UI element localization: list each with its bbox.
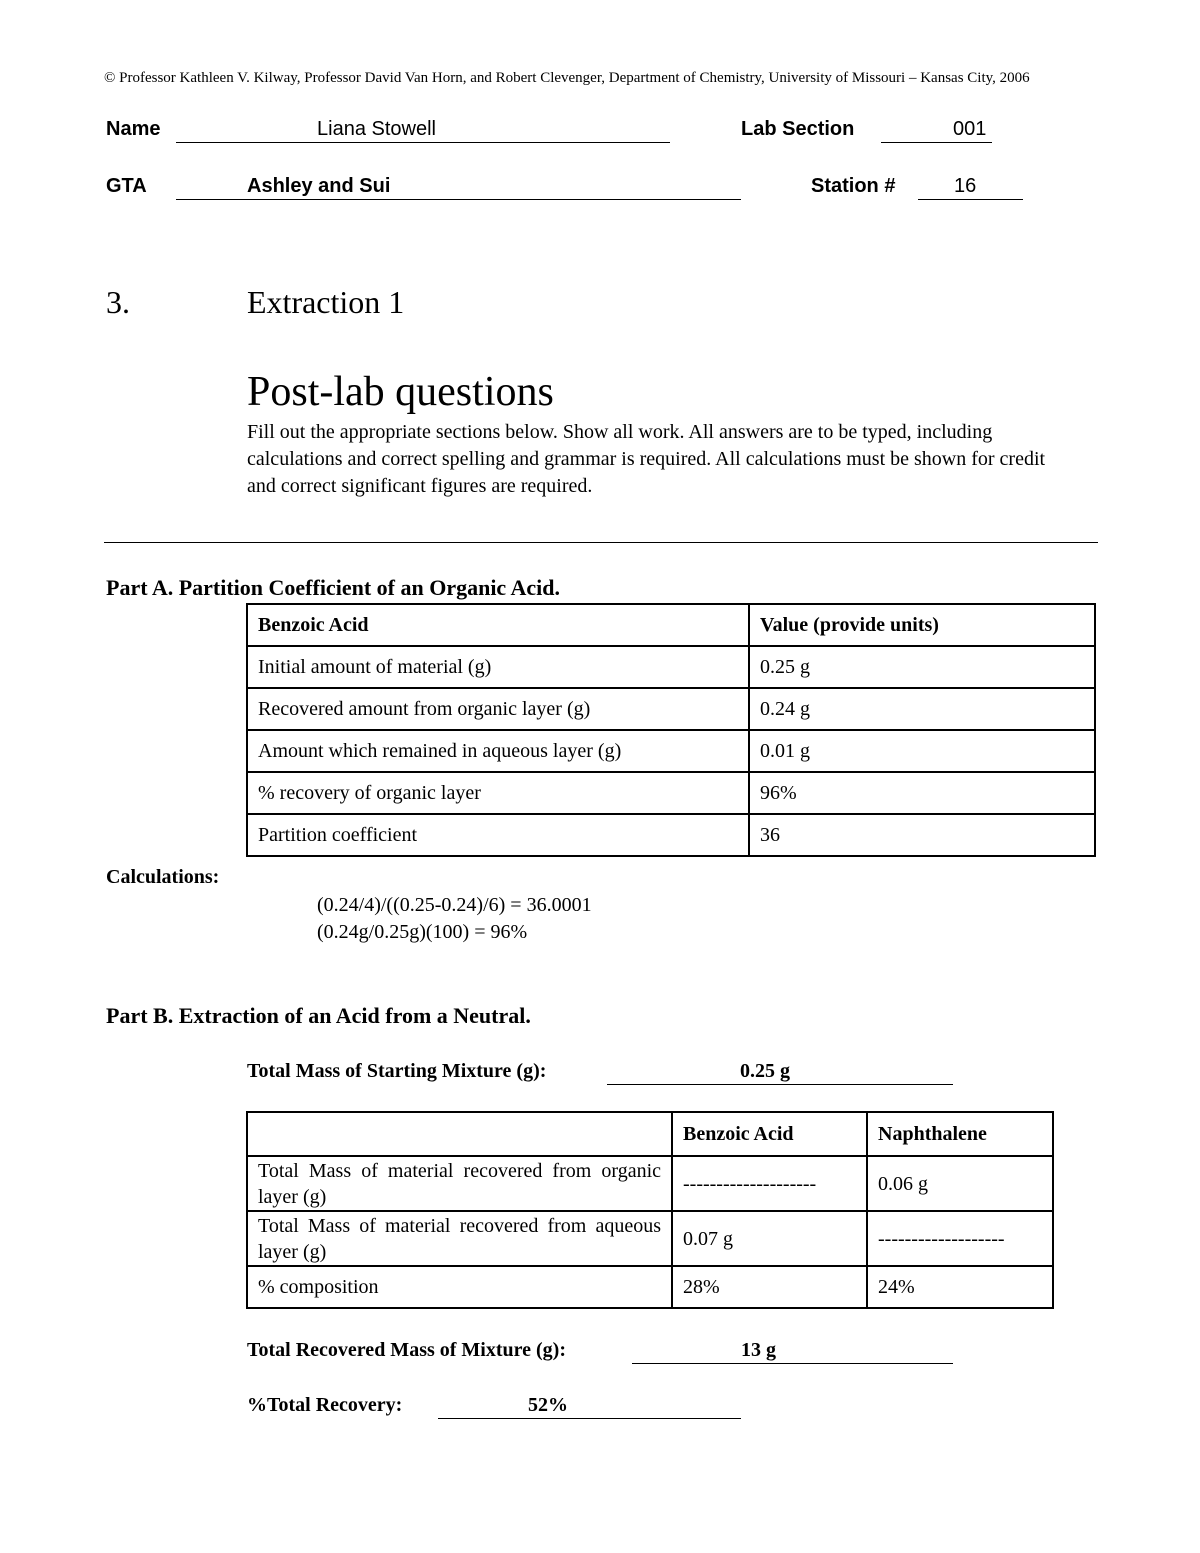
table-row <box>247 1266 1053 1308</box>
row-label: Amount which remained in aqueous layer (g) <box>247 730 749 772</box>
name-field[interactable] <box>176 118 670 143</box>
row-value[interactable]: -------------------- <box>672 1156 867 1211</box>
table-row <box>247 772 1095 814</box>
row-value[interactable]: ------------------- <box>867 1211 1053 1266</box>
total-recovery-label: %Total Recovery: <box>247 1394 403 1416</box>
row-value[interactable]: 28% <box>672 1266 867 1308</box>
row-value[interactable]: 36 <box>749 814 1095 856</box>
recovered-mass-label: Total Recovered Mass of Mixture (g): <box>247 1339 567 1361</box>
recovered-mass-value: 13 g <box>741 1339 776 1361</box>
total-recovery-value: 52% <box>528 1394 568 1416</box>
total-mass-label: Total Mass of Starting Mixture (g): <box>247 1060 547 1082</box>
row-value[interactable]: 0.07 g <box>672 1211 867 1266</box>
header-cell: Benzoic Acid <box>672 1112 867 1156</box>
row-label: Partition coefficient <box>247 814 749 856</box>
extraction-table <box>246 1111 1054 1309</box>
table-header-row <box>247 1112 1053 1156</box>
station-value: 16 <box>954 175 977 197</box>
section-title: Extraction 1 <box>247 284 405 320</box>
total-mass-field[interactable] <box>607 1060 953 1085</box>
part-b-title: Part B. Extraction of an Acid from a Neutral. <box>106 1003 531 1028</box>
row-value[interactable]: 0.24 g <box>749 688 1095 730</box>
gta-value: Ashley and Sui <box>247 175 391 197</box>
row-label: Total Mass of material recovered from organic layer (g) <box>247 1156 672 1211</box>
row-label: Initial amount of material (g) <box>247 646 749 688</box>
row-label: Recovered amount from organic layer (g) <box>247 688 749 730</box>
row-label: % composition <box>247 1266 672 1308</box>
row-label: % recovery of organic layer <box>247 772 749 814</box>
table-row <box>247 1211 1053 1266</box>
total-recovery-field[interactable] <box>438 1394 741 1419</box>
row-value[interactable]: 0.25 g <box>749 646 1095 688</box>
header-cell: Value (provide units) <box>749 604 1095 646</box>
partition-table <box>246 603 1096 857</box>
gta-field[interactable] <box>176 175 741 200</box>
lab-section-value: 001 <box>953 118 987 140</box>
header-cell <box>247 1112 672 1156</box>
total-mass-value: 0.25 g <box>740 1060 790 1082</box>
lab-section-field[interactable] <box>881 118 992 143</box>
section-number: 3. <box>106 284 130 320</box>
row-value[interactable]: 96% <box>749 772 1095 814</box>
row-value[interactable]: 0.06 g <box>867 1156 1053 1211</box>
divider <box>104 542 1098 543</box>
header-cell: Benzoic Acid <box>247 604 749 646</box>
name-value: Liana Stowell <box>317 118 436 140</box>
instructions: Fill out the appropriate sections below. Show all work. All answers are to be typed, including calculations and correct spelling and grammar is required. All calculations must be shown for credit and correct significant figures are required. <box>247 421 1046 497</box>
row-label: Total Mass of material recovered from aqueous layer (g) <box>247 1211 672 1266</box>
gta-label: GTA <box>106 175 147 197</box>
station-label: Station # <box>811 175 896 197</box>
table-header-row <box>247 604 1095 646</box>
table-row <box>247 814 1095 856</box>
header-cell: Naphthalene <box>867 1112 1053 1156</box>
row-value[interactable]: 0.01 g <box>749 730 1095 772</box>
calculations-label: Calculations: <box>106 866 220 888</box>
table-row <box>247 688 1095 730</box>
name-label: Name <box>106 118 161 140</box>
calculation-line: (0.24/4)/((0.25-0.24)/6) = 36.0001 <box>317 894 592 916</box>
station-field[interactable] <box>918 175 1023 200</box>
table-row <box>247 1156 1053 1211</box>
recovered-mass-field[interactable] <box>632 1339 953 1364</box>
page-subtitle: Post-lab questions <box>247 369 554 415</box>
copyright-notice: © Professor Kathleen V. Kilway, Professor David Van Horn, and Robert Clevenger, Department of Chemistry, University of Missouri – Kansas City, 2006 <box>104 70 1030 86</box>
table-row <box>247 646 1095 688</box>
part-a-title: Part A. Partition Coefficient of an Organic Acid. <box>106 575 560 600</box>
calculation-line: (0.24g/0.25g)(100) = 96% <box>317 921 528 943</box>
row-value[interactable]: 24% <box>867 1266 1053 1308</box>
lab-section-label: Lab Section <box>741 118 855 140</box>
table-row <box>247 730 1095 772</box>
